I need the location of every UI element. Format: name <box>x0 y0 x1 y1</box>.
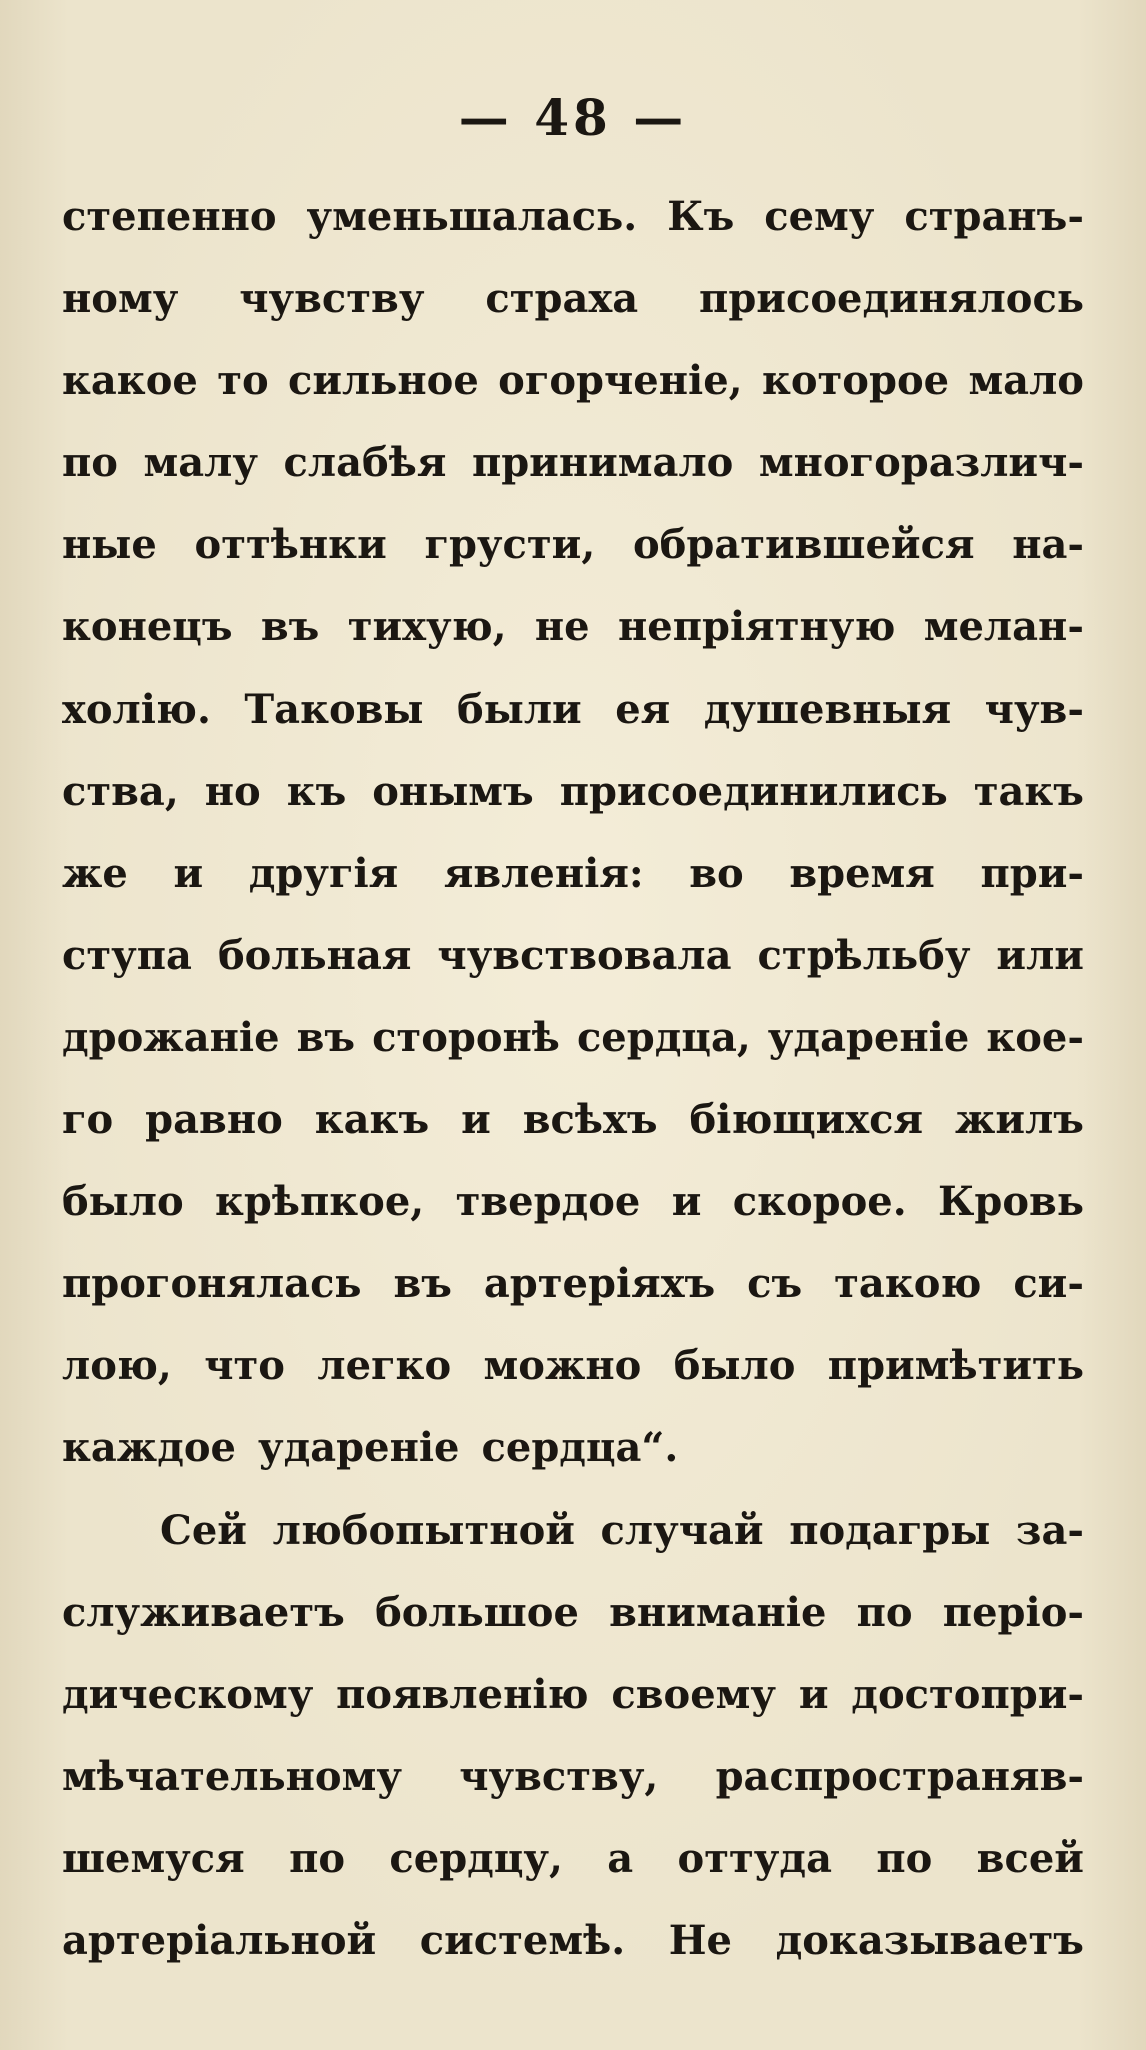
text-line <box>62 1490 1084 1572</box>
text-line <box>62 504 1084 586</box>
word: Къ <box>667 193 735 240</box>
word: многоразлич- <box>758 439 1084 487</box>
word: по <box>876 1834 933 1882</box>
word: въ <box>393 1260 452 1308</box>
text-line <box>62 669 1084 751</box>
word: доказываетъ <box>775 1916 1084 1964</box>
word: си- <box>1013 1260 1084 1308</box>
word: по <box>289 1834 346 1882</box>
word: малу <box>143 439 258 487</box>
text-line <box>62 1900 1084 1982</box>
word: распространяв- <box>715 1752 1084 1800</box>
word: артеріальной <box>62 1916 377 1964</box>
word: сторонѣ <box>372 1013 560 1061</box>
text-line <box>62 586 1084 668</box>
word: оттуда <box>677 1834 832 1882</box>
word: другія <box>248 849 399 897</box>
word: страха <box>485 275 639 323</box>
word: ные <box>62 521 157 569</box>
word: можно <box>483 1342 642 1390</box>
word: системѣ. <box>419 1916 626 1964</box>
word: ступа <box>62 931 192 979</box>
word: время <box>789 849 935 897</box>
word: каждое <box>62 1424 236 1472</box>
word: сердца, <box>576 1013 751 1061</box>
word: вниманіе <box>609 1588 827 1636</box>
word: кое- <box>986 1013 1084 1061</box>
word: Не <box>668 1916 733 1964</box>
text-line <box>62 340 1084 422</box>
page-number-header: — 48 — <box>458 88 688 147</box>
word: артеріяхъ <box>483 1260 716 1308</box>
word: но <box>204 767 261 815</box>
word: какъ <box>314 1096 430 1144</box>
word: своему <box>611 1670 777 1718</box>
word: большое <box>375 1588 579 1636</box>
word: за- <box>1015 1506 1084 1554</box>
word: Таковы <box>244 685 424 733</box>
word: что <box>204 1342 285 1390</box>
text-line <box>62 1161 1084 1243</box>
word: непріятную <box>617 603 896 651</box>
text-line <box>62 1407 1084 1489</box>
word: больная <box>217 931 412 979</box>
word: были <box>457 685 582 733</box>
word: же <box>62 849 128 897</box>
word: слабѣя <box>283 439 447 487</box>
word: или <box>996 931 1084 979</box>
word: Сей <box>160 1506 247 1554</box>
word: ному <box>62 275 179 323</box>
word: съ <box>747 1260 803 1308</box>
word: всей <box>976 1834 1084 1882</box>
word: чувству, <box>459 1752 659 1800</box>
word: ея <box>615 685 671 733</box>
word: служиваетъ <box>62 1588 345 1636</box>
word: душевныя <box>703 685 952 733</box>
word: присоединялось <box>699 275 1084 323</box>
word: не <box>534 603 590 651</box>
word: Кровь <box>938 1178 1084 1226</box>
word: принимало <box>471 439 734 487</box>
text-line <box>62 1736 1084 1818</box>
word: скорое. <box>732 1178 907 1226</box>
text-line <box>62 1325 1084 1407</box>
text-line <box>62 833 1084 915</box>
text-line <box>62 1572 1084 1654</box>
word: ства, <box>62 767 179 815</box>
word: а <box>607 1834 634 1882</box>
word: дрожаніе <box>62 1013 280 1061</box>
word: странъ- <box>904 193 1084 240</box>
word: обратившейся <box>632 521 975 569</box>
word: степенно <box>62 193 277 240</box>
word: равно <box>145 1096 283 1144</box>
word: шемуся <box>62 1834 245 1882</box>
text-line <box>62 915 1084 997</box>
word: сердцу, <box>389 1834 563 1882</box>
word: всѣхъ <box>522 1096 658 1144</box>
word: было <box>62 1178 184 1226</box>
word: удареніе <box>257 1424 460 1472</box>
word: огорченіе, <box>498 357 743 405</box>
word: чувству <box>239 275 425 323</box>
word: мелан- <box>923 603 1084 651</box>
word: такою <box>834 1260 982 1308</box>
word: крѣпкое, <box>215 1178 425 1226</box>
text-line <box>62 1079 1084 1161</box>
word: достопри- <box>851 1670 1084 1718</box>
word: дическому <box>62 1670 314 1718</box>
text-line <box>62 1243 1084 1325</box>
word: и <box>798 1670 829 1718</box>
word: конецъ <box>62 603 233 651</box>
word: твердое <box>455 1178 641 1226</box>
word: грусти, <box>424 521 596 569</box>
word: на- <box>1012 521 1084 569</box>
word: было <box>673 1342 796 1390</box>
word: удареніе <box>767 1013 970 1061</box>
word: то <box>217 357 269 405</box>
word: которое <box>761 357 950 405</box>
text-line <box>62 1818 1084 1900</box>
word: примѣтить <box>827 1342 1084 1390</box>
word: явленія: <box>443 849 644 897</box>
text-line <box>62 422 1084 504</box>
word: легко <box>317 1342 452 1390</box>
word: мало <box>968 357 1084 405</box>
word: сильное <box>288 357 479 405</box>
word: и <box>461 1096 491 1144</box>
word: такъ <box>973 767 1084 815</box>
word: онымъ <box>372 767 534 815</box>
text-line <box>62 751 1084 833</box>
word: при- <box>980 849 1084 897</box>
text-line <box>62 997 1084 1079</box>
word: появленію <box>336 1670 589 1718</box>
text-line <box>62 176 1084 258</box>
word: тихую, <box>347 603 507 651</box>
word: го <box>62 1096 114 1144</box>
word: уменьшалась. <box>306 193 638 240</box>
word: мѣчательному <box>62 1752 402 1800</box>
text-line <box>62 1654 1084 1736</box>
word: по <box>62 439 118 487</box>
word: сему <box>764 193 875 240</box>
word: стрѣльбу <box>757 931 971 979</box>
word: въ <box>296 1013 356 1061</box>
text-line <box>62 258 1084 340</box>
body-text <box>62 176 1084 1982</box>
word: по <box>856 1588 913 1636</box>
word: присоединились <box>559 767 948 815</box>
word: оттѣнки <box>194 521 387 569</box>
word: сердца“. <box>481 1424 679 1472</box>
word: лою, <box>62 1342 172 1390</box>
word: любопытной <box>272 1506 575 1554</box>
word: къ <box>286 767 347 815</box>
word: во <box>689 849 744 897</box>
word: біющихся <box>689 1096 924 1144</box>
word: подагры <box>789 1506 991 1554</box>
word: прогонялась <box>62 1260 362 1308</box>
word: чувствовала <box>437 931 732 979</box>
word: въ <box>260 603 320 651</box>
word: и <box>173 849 204 897</box>
word: періо- <box>942 1588 1084 1636</box>
word: чув- <box>984 685 1084 733</box>
word: какое <box>62 357 198 405</box>
word: случай <box>600 1506 764 1554</box>
word: холію. <box>62 685 211 733</box>
word: и <box>671 1178 702 1226</box>
word: жилъ <box>955 1096 1084 1144</box>
